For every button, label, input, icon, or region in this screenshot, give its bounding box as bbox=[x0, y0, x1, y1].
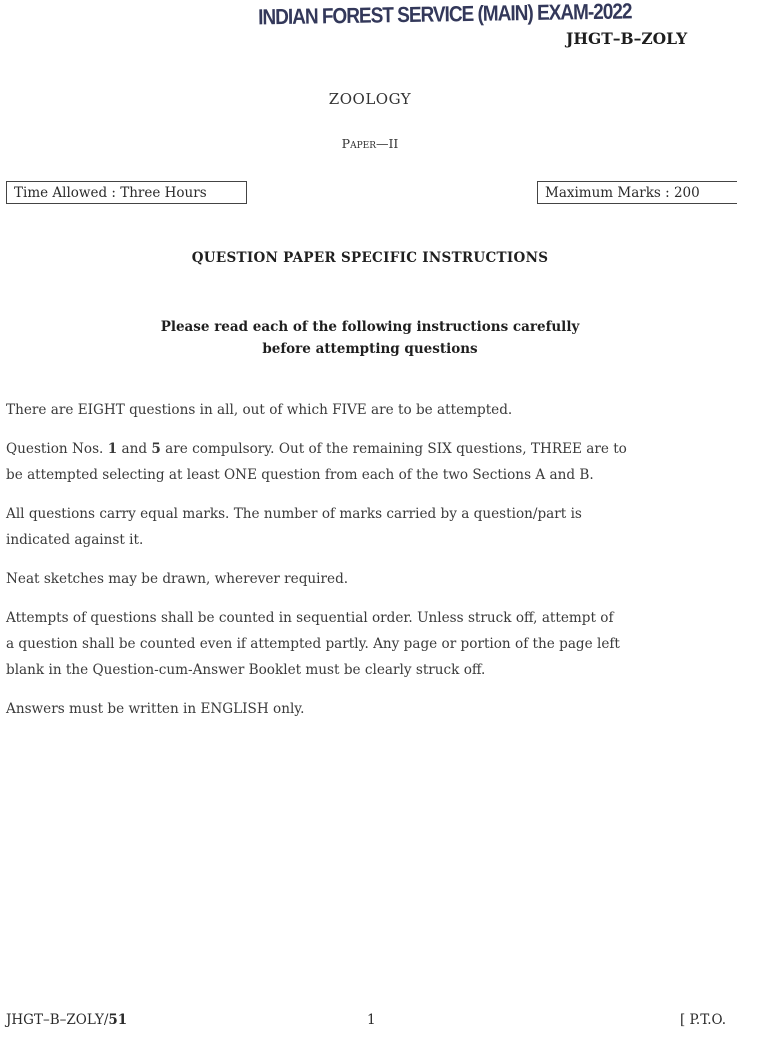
instruction-line: blank in the Question-cum-Answer Booklet must be clearly struck off. bbox=[6, 662, 486, 678]
instruction-item bbox=[6, 397, 766, 423]
instruction-item bbox=[6, 436, 766, 488]
instructions-subheading bbox=[0, 316, 740, 360]
instruction-line: indicated against it. bbox=[6, 532, 144, 548]
instructions-list bbox=[6, 397, 766, 735]
instruction-item bbox=[6, 501, 766, 553]
subheading-line-2: before attempting questions bbox=[262, 341, 478, 357]
instruction-line: All questions carry equal marks. The number of marks carried by a question/part is bbox=[6, 506, 582, 522]
paper-number: Paper—II bbox=[341, 136, 399, 151]
page-number: 1 bbox=[367, 1012, 376, 1028]
compulsory-question-number: 1 bbox=[107, 441, 118, 457]
instruction-line: Answers must be written in ENGLISH only. bbox=[6, 701, 305, 717]
compulsory-question-number: 5 bbox=[151, 441, 161, 457]
maximum-marks-box: Maximum Marks : 200 bbox=[537, 181, 737, 204]
subject-title: ZOOLOGY bbox=[328, 90, 412, 108]
instruction-line: Attempts of questions shall be counted in sequential order. Unless struck off, attempt of bbox=[6, 610, 614, 626]
instruction-item bbox=[6, 566, 766, 592]
footer-code-prefix: JHGT–B–ZOLY/ bbox=[6, 1012, 109, 1028]
instruction-line: a question shall be counted even if attempted partly. Any page or portion of the page left bbox=[6, 636, 620, 652]
footer-paper-code bbox=[6, 1012, 127, 1028]
exam-stamp: INDIAN FOREST SERVICE (MAIN) EXAM-2022 bbox=[258, 0, 632, 31]
paper-code-header: JHGT–B–ZOLY bbox=[566, 29, 688, 48]
footer-paper-number: 51 bbox=[108, 1012, 128, 1028]
subheading-line-1: Please read each of the following instructions carefully bbox=[160, 319, 580, 335]
please-turn-over: [ P.T.O. bbox=[680, 1012, 727, 1028]
instruction-line: be attempted selecting at least ONE question from each of the two Sections A and B. bbox=[6, 467, 594, 483]
instruction-line: Question Nos. 1 and 5 are compulsory. Out of the remaining SIX questions, THREE are to bbox=[6, 441, 627, 457]
instructions-heading: QUESTION PAPER SPECIFIC INSTRUCTIONS bbox=[191, 250, 549, 266]
instruction-item bbox=[6, 605, 766, 683]
time-allowed-box: Time Allowed : Three Hours bbox=[6, 181, 247, 204]
instruction-item bbox=[6, 696, 766, 722]
instruction-line: Neat sketches may be drawn, wherever required. bbox=[6, 571, 349, 587]
instruction-line: There are EIGHT questions in all, out of which FIVE are to be attempted. bbox=[6, 402, 513, 418]
